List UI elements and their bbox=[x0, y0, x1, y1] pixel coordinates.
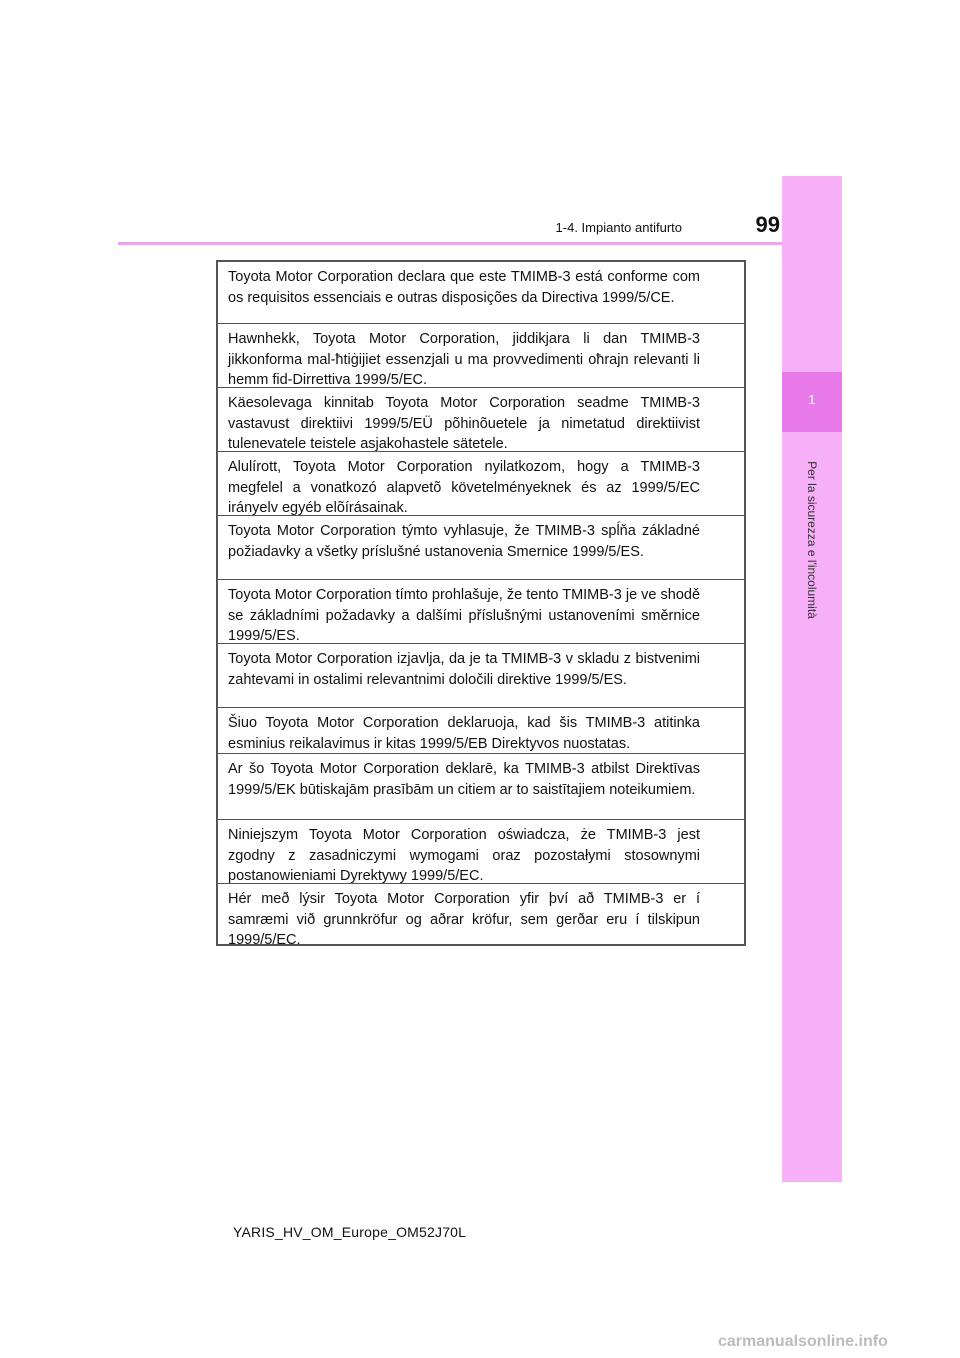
declarations-box bbox=[216, 260, 746, 946]
watermark: carmanualsonline.info bbox=[718, 1333, 888, 1350]
header-rule bbox=[118, 242, 842, 245]
declaration-latvian: Ar šo Toyota Motor Corporation deklarē, ka TMIMB-3 atbilst Direktīvas 1999/5/EK būtiskajām prasībām un citiem ar to saistītajiem noteikumiem. bbox=[218, 754, 744, 820]
side-tab bbox=[782, 176, 842, 1182]
footer-manual-code: YARIS_HV_OM_Europe_OM52J70L bbox=[233, 1224, 467, 1240]
declaration-portuguese: Toyota Motor Corporation declara que este TMIMB-3 está conforme com os requisitos essenciais e outras disposições da Directiva 1999/5/CE. bbox=[218, 262, 744, 324]
declaration-slovak: Toyota Motor Corporation týmto vyhlasuje, že TMIMB-3 spĺňa základné požiadavky a všetky príslušné ustanovenia Smernice 1999/5/ES. bbox=[218, 516, 744, 580]
page-number: 99 bbox=[755, 212, 780, 237]
declaration-maltese: Hawnhekk, Toyota Motor Corporation, jiddikjara li dan TMIMB-3 jikkonforma mal-ħtiġijiet essenzjali u ma provvedimenti oħrajn relevanti li hemm fid-Dirrettiva 1999/5/EC. bbox=[218, 324, 744, 388]
side-chapter-number: 1 bbox=[808, 392, 816, 407]
declaration-icelandic: Hér með lýsir Toyota Motor Corporation yfir því að TMIMB-3 er í samræmi við grunnkröfur og aðrar kröfur, sem gerðar eru í tilskipun 1999/5/EC. bbox=[228, 891, 700, 948]
declaration-hungarian: Alulírott, Toyota Motor Corporation nyilatkozom, hogy a TMIMB-3 megfelel a vonatkozó alapvetõ követelményeknek és az 1999/5/EC irányelv egyéb elõírásainak. bbox=[218, 452, 744, 516]
declaration-lithuanian: Šiuo Toyota Motor Corporation deklaruoja, kad šis TMIMB-3 atitinka esminius reikalavimus ir kitas 1999/5/EB Direktyvos nuostatas. bbox=[218, 708, 744, 754]
declaration-slovenian: Toyota Motor Corporation izjavlja, da je ta TMIMB-3 v skladu z bistvenimi zahtevami in ostalimi relevantnimi določili direktive 1999/5/ES. bbox=[218, 644, 744, 708]
declaration-czech: Toyota Motor Corporation tímto prohlašuje, že tento TMIMB-3 je ve shodě se základními požadavky a dalšími příslušnými ustanoveními směrnice 1999/5/ES. bbox=[218, 580, 744, 644]
side-chapter-label: Per la sicurezza e l'incolumità bbox=[805, 461, 819, 619]
declaration-estonian: Käesolevaga kinnitab Toyota Motor Corporation seadme TMIMB-3 vastavust direktiivi 1999/5/EÜ põhinõuetele ja nimetatud direktiivist tulenevatele teistele asjakohastele sätetele. bbox=[218, 388, 744, 452]
section-title: 1-4. Impianto antifurto bbox=[555, 220, 682, 235]
declaration-polish: Niniejszym Toyota Motor Corporation oświadcza, że TMIMB-3 jest zgodny z zasadniczymi wymogami oraz pozostałymi stosownymi postanowieniami Dyrektywy 1999/5/EC. bbox=[218, 820, 744, 884]
